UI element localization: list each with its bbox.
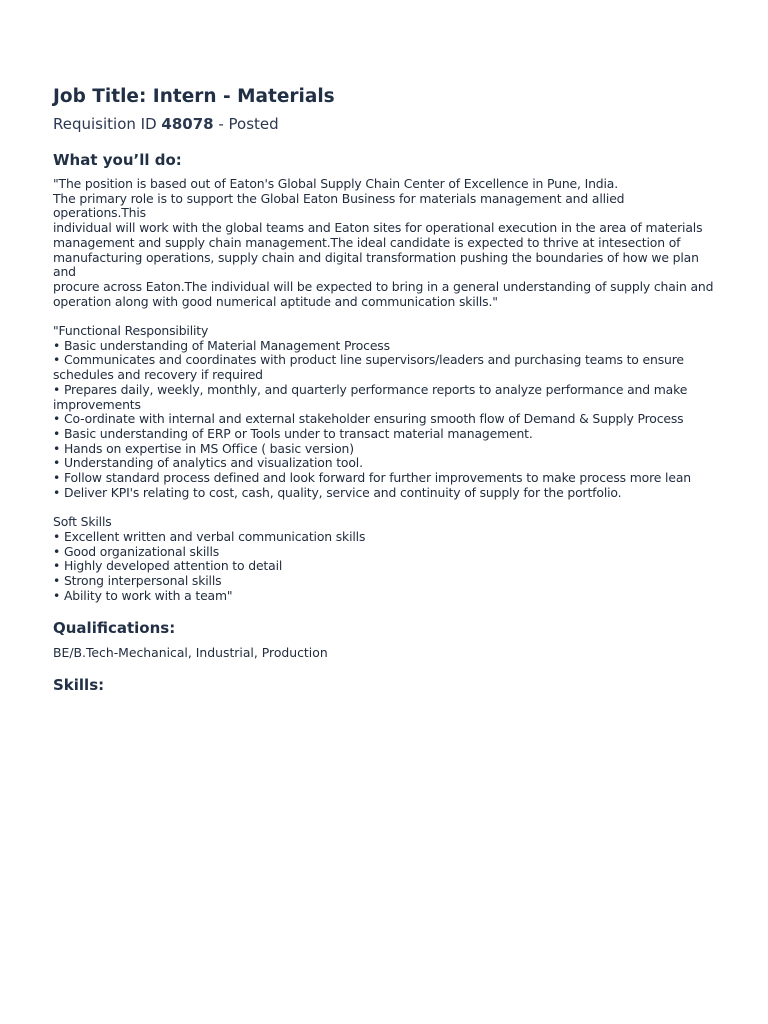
list-item: • Follow standard process defined and look forward for further improvements to make process more lean [53,470,691,486]
requisition-label: Requisition ID [53,115,162,133]
intro-paragraph [53,177,718,309]
list-item: • Basic understanding of ERP or Tools under to transact material management. [53,425,533,441]
list-item: schedules and recovery if required [53,367,263,383]
description-line: procure across Eaton.The individual will be expected to bring in a general understanding of supply chain and [53,278,714,294]
skills-heading: Skills: [53,676,105,695]
description-line: manufacturing operations, supply chain and digital transformation pushing the boundaries of how we plan and [53,249,699,280]
job-title: Job Title: Intern - Materials [53,86,335,107]
list-item: • Communicates and coordinates with product line supervisors/leaders and purchasing teams to ensure [53,352,684,368]
description-line: operation along with good numerical aptitude and communication skills." [53,293,498,309]
qualifications-text: BE/B.Tech-Mechanical, Industrial, Production [53,645,328,661]
list-item: improvements [53,396,141,412]
qualifications-heading: Qualifications: [53,619,176,638]
list-item: • Strong interpersonal skills [53,572,222,588]
list-item: • Deliver KPI's relating to cost, cash, quality, service and continuity of supply for the portfolio. [53,484,622,500]
job-description [53,177,718,603]
list-item: • Excellent written and verbal communication skills [53,528,366,544]
list-item: Soft Skills [53,514,112,530]
requisition-status: - Posted [213,115,279,133]
requisition-id: 48078 [161,115,214,133]
blank-line [53,309,718,324]
description-line: "The position is based out of Eaton's Global Supply Chain Center of Excellence in Pune, India. [53,176,619,191]
description-line: management and supply chain management.The ideal candidate is expected to thrive at intesection of [53,234,681,250]
soft-skills-list [53,515,718,603]
description-line: The primary role is to support the Global Eaton Business for materials management and allied operations.This [53,190,625,221]
list-item: • Ability to work with a team" [53,587,233,603]
job-posting [53,84,718,695]
list-item: • Co-ordinate with internal and external stakeholder ensuring smooth flow of Demand & Supply Process [53,411,684,427]
list-item: • Hands on expertise in MS Office ( basic version) [53,440,354,456]
functional-responsibility-list [53,324,718,500]
requisition-line [53,114,718,134]
what-youll-do-heading: What you’ll do: [53,151,182,169]
list-item: • Basic understanding of Material Management Process [53,337,390,353]
list-item: • Highly developed attention to detail [53,558,283,574]
list-item: "Functional Responsibility [53,323,209,339]
list-item: • Understanding of analytics and visualization tool. [53,455,363,471]
list-item: • Prepares daily, weekly, monthly, and quarterly performance reports to analyze performance and make [53,381,688,397]
blank-line [53,500,718,515]
description-line: individual will work with the global teams and Eaton sites for operational execution in the area of materials [53,220,703,236]
list-item: • Good organizational skills [53,543,220,559]
